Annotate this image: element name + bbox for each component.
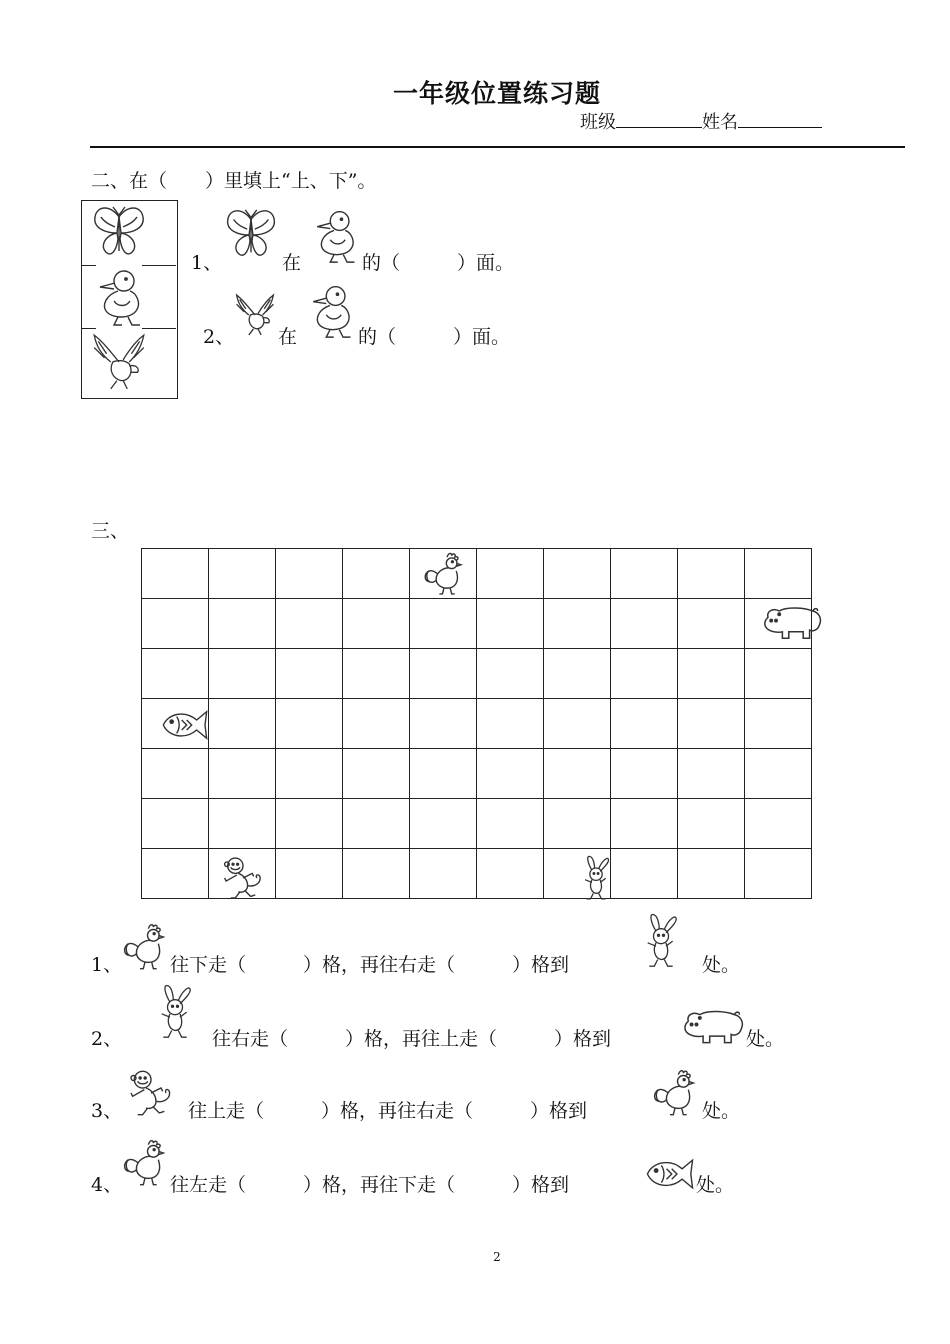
grid-cell <box>142 749 209 799</box>
grid-cell <box>276 699 343 749</box>
s3-q3-num: 3、 <box>91 1100 123 1122</box>
duck-icon <box>302 280 358 342</box>
student-info <box>580 108 822 134</box>
grid-cell <box>209 699 276 749</box>
grid-cell <box>209 649 276 699</box>
hippo-icon <box>760 602 824 644</box>
grid-cell <box>544 649 611 699</box>
name-blank[interactable] <box>738 109 822 128</box>
grid-cell <box>410 599 477 649</box>
name-label: 姓名 <box>702 112 738 133</box>
grid-cell <box>544 549 611 599</box>
grid-cell <box>209 799 276 849</box>
grid-row <box>142 599 812 649</box>
grid-cell <box>410 849 477 899</box>
grid-cell <box>477 849 544 899</box>
grid-cell <box>678 799 745 849</box>
grid-cell <box>745 649 812 699</box>
grid-cell <box>678 849 745 899</box>
s2-q1-num: 1、 <box>191 252 223 274</box>
grid-cell <box>142 649 209 699</box>
rooster-icon <box>414 551 474 597</box>
grid-cell <box>343 699 410 749</box>
grid-cell <box>678 699 745 749</box>
section3-heading: 三、 <box>91 520 130 542</box>
section2-heading: 二、在（ ）里填上“上、下”。 <box>91 170 377 192</box>
grid-cell <box>745 549 812 599</box>
grid-cell <box>410 699 477 749</box>
grid-cell <box>678 599 745 649</box>
grid-cell <box>209 549 276 599</box>
monkey-icon <box>124 1068 178 1118</box>
s3-q4-end: 处。 <box>696 1174 735 1196</box>
s2-q2-answer[interactable]: 的（ ）面。 <box>358 326 511 348</box>
grid-cell <box>410 749 477 799</box>
rooster-icon <box>120 1138 170 1188</box>
grid-cell <box>544 599 611 649</box>
grid-cell <box>477 549 544 599</box>
grid-cell <box>343 549 410 599</box>
grid-cell <box>611 749 678 799</box>
grid-row <box>142 699 812 749</box>
grid-cell <box>276 849 343 899</box>
grid-cell <box>276 799 343 849</box>
grid-cell <box>477 599 544 649</box>
s3-q2-end: 处。 <box>746 1028 785 1050</box>
rooster-icon <box>650 1068 700 1118</box>
grid-cell <box>544 799 611 849</box>
s3-q2-num: 2、 <box>91 1028 123 1050</box>
rabbit-icon <box>574 855 618 903</box>
grid-cell <box>343 749 410 799</box>
position-grid <box>141 548 812 899</box>
grid-row <box>142 649 812 699</box>
grid-cell <box>343 849 410 899</box>
header-rule <box>90 146 905 148</box>
grid-cell <box>544 699 611 749</box>
eagle-icon <box>88 329 150 395</box>
grid-cell <box>410 799 477 849</box>
s2-q1-in: 在 <box>282 252 302 274</box>
grid-cell <box>276 549 343 599</box>
grid-cell <box>276 649 343 699</box>
grid-cell <box>745 849 812 899</box>
class-blank[interactable] <box>616 109 702 128</box>
grid-cell <box>611 699 678 749</box>
grid-cell <box>477 749 544 799</box>
grid-cell <box>611 549 678 599</box>
grid-cell <box>477 649 544 699</box>
stack-picture <box>81 200 178 399</box>
butterfly-icon <box>88 203 150 263</box>
grid-cell <box>209 599 276 649</box>
duck-icon <box>306 206 362 266</box>
s3-q1-num: 1、 <box>91 954 123 976</box>
grid-cell <box>544 749 611 799</box>
fish-icon <box>160 704 210 746</box>
grid-cell <box>276 749 343 799</box>
grid-cell <box>343 799 410 849</box>
s3-q4-num: 4、 <box>91 1174 123 1196</box>
s3-q4-text[interactable]: 往左走（ ）格，再往下走（ ）格到 <box>170 1174 570 1196</box>
rabbit-icon <box>150 982 200 1044</box>
grid-cell <box>745 699 812 749</box>
grid-cell <box>209 749 276 799</box>
grid-cell <box>611 849 678 899</box>
grid-cell <box>611 799 678 849</box>
page-number: 2 <box>493 1250 501 1264</box>
eagle-icon <box>232 286 278 344</box>
fish-icon <box>644 1154 696 1194</box>
grid-cell <box>343 649 410 699</box>
s3-q1-text[interactable]: 往下走（ ）格，再往右走（ ）格到 <box>170 954 570 976</box>
grid-row <box>142 749 812 799</box>
grid-cell <box>343 599 410 649</box>
grid-cell <box>142 849 209 899</box>
s3-q3-text[interactable]: 往上走（ ）格，再往右走（ ）格到 <box>188 1100 588 1122</box>
rooster-icon <box>120 922 170 972</box>
s2-q2-in: 在 <box>278 326 298 348</box>
grid-cell <box>477 699 544 749</box>
grid-cell <box>745 749 812 799</box>
grid-cell <box>142 549 209 599</box>
rabbit-icon <box>636 912 686 972</box>
page-title: 一年级位置练习题 <box>392 79 601 108</box>
s3-q1-end: 处。 <box>702 954 741 976</box>
grid-cell <box>745 799 812 849</box>
grid-cell <box>678 649 745 699</box>
grid-cell <box>410 649 477 699</box>
grid-cell <box>611 599 678 649</box>
grid-cell <box>678 749 745 799</box>
grid-cell <box>611 649 678 699</box>
grid-cell <box>477 799 544 849</box>
butterfly-icon <box>222 204 280 266</box>
grid-cell <box>276 599 343 649</box>
s2-q1-answer[interactable]: 的（ ）面。 <box>362 252 515 274</box>
hippo-icon <box>680 1006 746 1048</box>
grid-cell <box>142 799 209 849</box>
s2-q2-num: 2、 <box>203 326 235 348</box>
duck-icon <box>88 267 148 327</box>
s3-q3-end: 处。 <box>702 1100 741 1122</box>
grid-row <box>142 799 812 849</box>
grid-cell <box>678 549 745 599</box>
monkey-icon <box>214 855 272 901</box>
s3-q2-text[interactable]: 往右走（ ）格，再往上走（ ）格到 <box>212 1028 612 1050</box>
grid-cell <box>142 599 209 649</box>
grid-row <box>142 549 812 599</box>
class-label: 班级 <box>580 112 616 133</box>
